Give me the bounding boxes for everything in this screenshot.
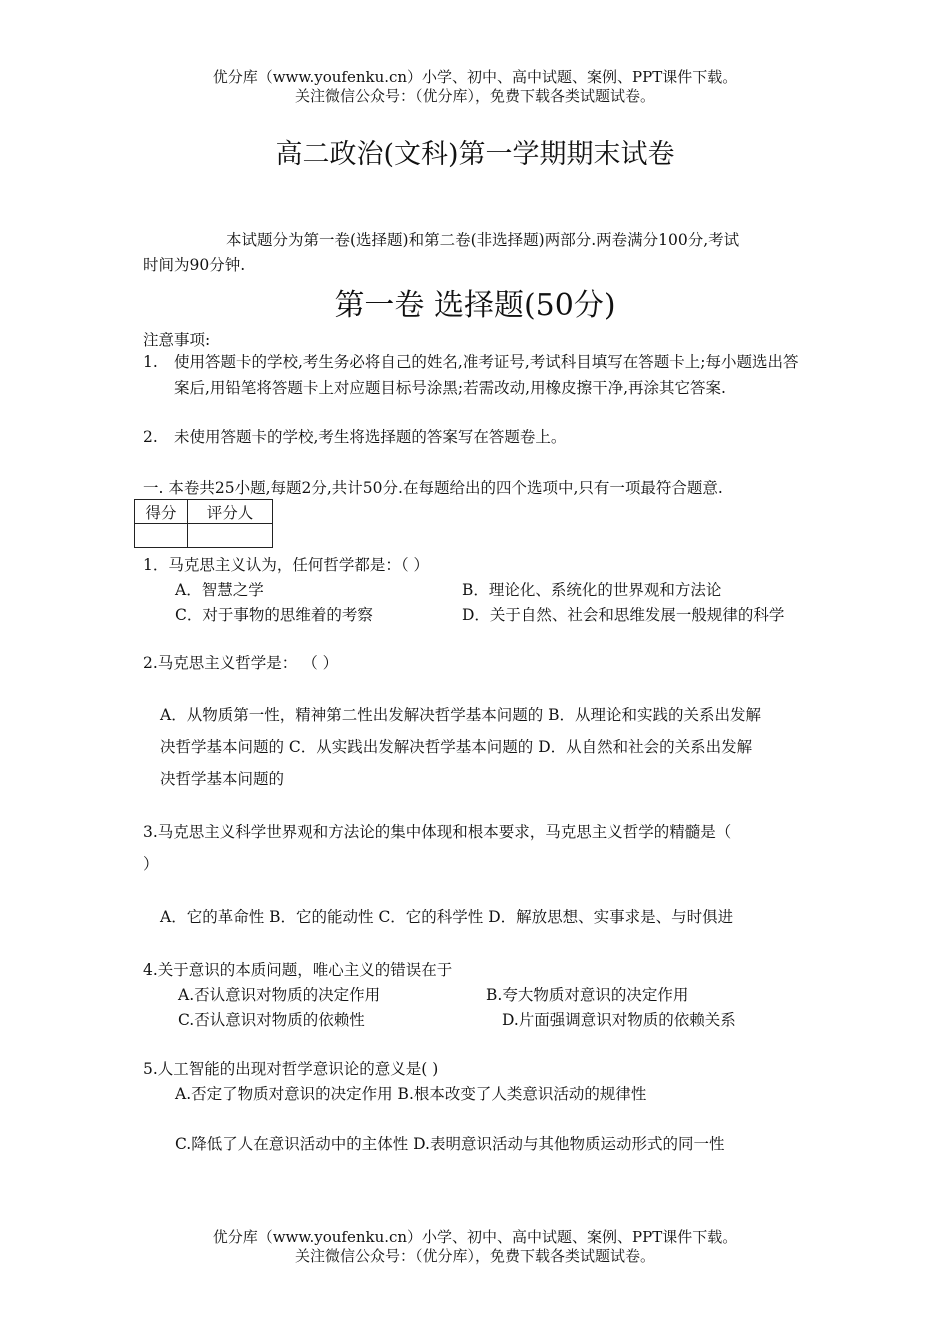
footer-line-1: 优分库（www.youfenku.cn）小学、初中、高中试题、案例、PPT课件下载。 — [212, 1228, 738, 1246]
q1-option-b: B．理论化、系统化的世界观和方法论 — [462, 581, 722, 599]
q1-option-a: A．智慧之学 — [175, 581, 264, 599]
header-line-1: 优分库（www.youfenku.cn）小学、初中、高中试题、案例、PPT课件下载。 — [212, 68, 738, 86]
q2-options-line-3: 决哲学基本问题的 — [160, 770, 285, 788]
score-cell[interactable] — [135, 524, 188, 548]
q4-option-c: C.否认意识对物质的依赖性 — [178, 1011, 365, 1029]
q1-option-c: C．对于事物的思维着的考察 — [175, 606, 373, 624]
section-title: 第一卷 选择题(50分) — [334, 288, 616, 323]
notes-item-number: 1. — [143, 353, 158, 371]
q4-option-b: B.夸大物质对意识的决定作用 — [486, 986, 689, 1004]
q4-option-d: D.片面强调意识对物质的依赖关系 — [502, 1011, 736, 1029]
notes-heading: 注意事项: — [143, 331, 211, 349]
grader-header: 评分人 — [188, 500, 273, 524]
q1-option-d: D．关于自然、社会和思维发展一般规律的科学 — [462, 606, 785, 624]
intro-line-2: 时间为90分钟. — [143, 256, 246, 274]
notes-item-number: 2. — [143, 428, 158, 446]
q3-options: A．它的革命性 B．它的能动性 C．它的科学性 D．解放思想、实事求是、与时俱进 — [160, 908, 734, 926]
score-header: 得分 — [135, 500, 188, 524]
notes-item-text: 未使用答题卡的学校,考生将选择题的答案写在答题卷上。 — [174, 428, 567, 446]
q5-stem: 5.人工智能的出现对哲学意识论的意义是( ) — [143, 1060, 439, 1078]
q3-stem-line-1: 3.马克思主义科学世界观和方法论的集中体现和根本要求，马克思主义哲学的精髓是（ — [143, 823, 732, 841]
intro-line-1: 本试题分为第一卷(选择题)和第二卷(非选择题)两部分.两卷满分100分,考试 — [226, 231, 740, 249]
notes-item-1 — [143, 349, 813, 401]
page-title: 高二政治(文科)第一学期期末试卷 — [275, 139, 675, 170]
notes-item-2 — [143, 424, 813, 450]
footer-line-2: 关注微信公众号：（优分库），免费下载各类试题试卷。 — [294, 1247, 655, 1265]
q2-options-line-1: A．从物质第一性，精神第二性出发解决哲学基本问题的 B．从理论和实践的关系出发解 — [160, 706, 762, 724]
grader-cell[interactable] — [188, 524, 273, 548]
q3-stem-line-2: ） — [143, 855, 159, 873]
q2-stem: 2.马克思主义哲学是： （ ） — [143, 654, 339, 672]
header-line-2: 关注微信公众号：（优分库），免费下载各类试题试卷。 — [294, 87, 655, 105]
q4-stem: 4.关于意识的本质问题，唯心主义的错误在于 — [143, 961, 453, 979]
q5-options-ab: A.否定了物质对意识的决定作用 B.根本改变了人类意识活动的规律性 — [175, 1085, 647, 1103]
notes-item-text: 使用答题卡的学校,考生务必将自己的姓名,准考证号,考试科目填写在答题卡上;每小题选出答案后,用铅笔将答题卡上对应题目标号涂黑;若需改动,用橡皮擦干净,再涂其它答案. — [174, 353, 799, 397]
q5-options-cd: C.降低了人在意识活动中的主体性 D.表明意识活动与其他物质运动形式的同一性 — [175, 1135, 725, 1153]
q4-option-a: A.否认意识对物质的决定作用 — [178, 986, 381, 1004]
score-table — [134, 499, 273, 548]
q1-stem: 1．马克思主义认为，任何哲学都是：（ ） — [143, 556, 430, 574]
q2-options-line-2: 决哲学基本问题的 C．从实践出发解决哲学基本问题的 D．从自然和社会的关系出发解 — [160, 738, 753, 756]
part-one-instructions: 一. 本卷共25小题,每题2分,共计50分.在每题给出的四个选项中,只有一项最符合题意. — [143, 479, 723, 497]
